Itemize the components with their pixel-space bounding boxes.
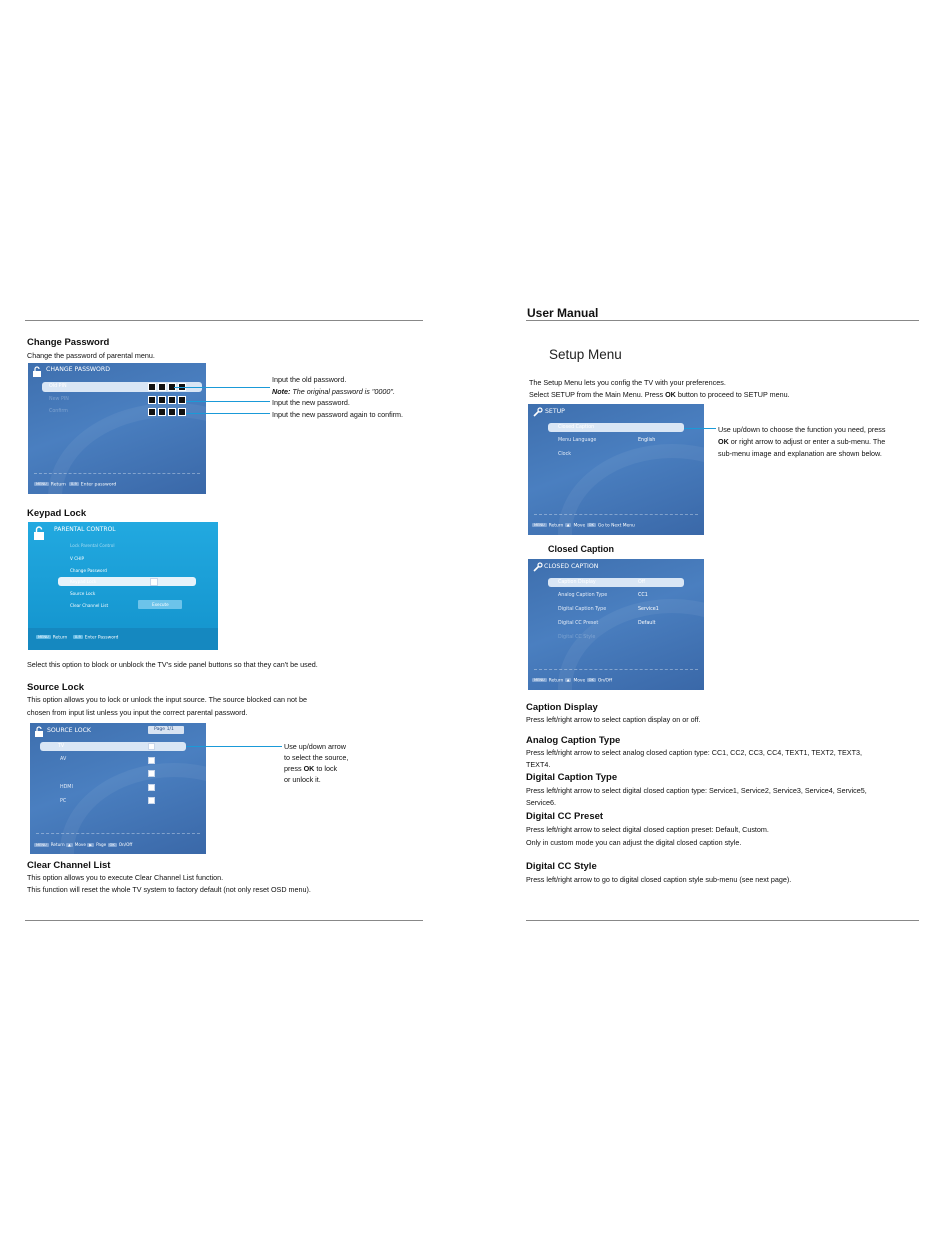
note-text: The original password is "0000".: [292, 387, 395, 396]
menu-item-clear-channel[interactable]: Clear Channel List: [70, 603, 109, 608]
change-password-desc: Change the password of parental menu.: [27, 351, 155, 360]
row-label: Caption Display: [558, 580, 596, 585]
pin-box[interactable]: [178, 396, 186, 404]
setup-annotation-2: [718, 436, 885, 448]
note-label: Note:: [272, 387, 291, 396]
right-bottom-rule: [526, 920, 919, 921]
source-lock-annotation-3: [284, 763, 337, 775]
digital-caption-desc-1: Press left/right arrow to select digital closed caption type: Service1, Service2, Service3, Service4, Service5,: [526, 786, 867, 795]
annotation-confirm-password: Input the new password again to confirm.: [272, 410, 404, 419]
pin-box[interactable]: [158, 408, 166, 416]
pin-box[interactable]: [158, 396, 166, 404]
setup-row-menu-language-value: English: [638, 438, 656, 443]
lock-icon: [32, 366, 42, 377]
footer-enter-label: Enter Password: [84, 635, 119, 641]
parental-control-screen: [28, 522, 218, 650]
setup-intro-2: [529, 389, 790, 401]
left-top-rule: [25, 320, 423, 321]
arrow-key-icon: ▲: [566, 678, 570, 682]
cc-row-caption-display[interactable]: [548, 578, 684, 587]
execute-button[interactable]: [138, 600, 182, 609]
menu-item-lock-parental[interactable]: Lock Parental Control: [70, 543, 115, 548]
execute-label: Execute: [152, 602, 169, 607]
pin-box[interactable]: [158, 383, 166, 391]
digital-preset-heading: Digital CC Preset: [526, 811, 604, 822]
setup-screen: [528, 404, 704, 535]
row-label: Closed Caption: [558, 425, 595, 430]
source-row-pc[interactable]: PC: [60, 799, 67, 804]
screen-title: CHANGE PASSWORD: [46, 366, 110, 373]
footer-move-label: Move: [573, 523, 586, 529]
ok-key-icon: OK: [588, 678, 594, 682]
setup-annotation-3: sub-menu image and explanation are shown below.: [718, 449, 882, 458]
cc-row-digital-cc-style[interactable]: Digital CC Style: [558, 635, 596, 640]
menu-item-change-password[interactable]: Change Password: [70, 568, 107, 573]
clear-channel-desc-1: This option allows you to execute Clear Channel List function.: [27, 873, 224, 882]
cc-row-digital-value: Service1: [638, 607, 659, 612]
setup-annotation-1: Use up/down to choose the function you need, press: [718, 425, 886, 434]
footer-return-label: Return: [52, 635, 68, 641]
cc-row-digital-cc-preset[interactable]: Digital CC Preset: [558, 621, 599, 626]
source-lock-annotation-2: to select the source,: [284, 753, 349, 762]
right-top-rule: [526, 320, 919, 321]
source-label: TV: [58, 744, 65, 749]
caption-display-desc: Press left/right arrow to select caption display on or off.: [526, 715, 701, 724]
arrow-key-icon: ▲: [566, 523, 570, 527]
cc-row-preset-value: Default: [638, 621, 656, 626]
source-checkbox[interactable]: [148, 797, 155, 804]
menu-key-icon: MENU: [534, 523, 545, 527]
cc-row-digital-caption-type[interactable]: Digital Caption Type: [558, 607, 607, 612]
change-password-heading: Change Password: [27, 337, 110, 348]
source-lock-annotation-4: or unlock it.: [284, 775, 321, 784]
source-checkbox[interactable]: [148, 743, 155, 750]
menu-key-icon: MENU: [534, 678, 545, 682]
screen-footer: [36, 635, 118, 641]
ann-text: press: [284, 764, 304, 773]
digital-style-heading: Digital CC Style: [526, 861, 597, 872]
pin-box[interactable]: [148, 396, 156, 404]
footer-move-label: Move: [573, 678, 586, 684]
digital-preset-desc-2: Only in custom mode you can adjust the digital closed caption style.: [526, 838, 742, 847]
source-checkbox[interactable]: [148, 757, 155, 764]
row-value: Off: [638, 580, 646, 585]
ann-text: or right arrow to adjust or enter a sub-menu. The: [728, 437, 886, 446]
footer-return-label: Return: [548, 523, 564, 529]
cc-row-analog-caption-type[interactable]: Analog Caption Type: [558, 593, 608, 598]
screen-footer: [34, 842, 132, 847]
wrench-icon: [532, 407, 543, 418]
intro-text: Select SETUP from the Main Menu. Press: [529, 390, 666, 399]
screen-footer: [532, 678, 612, 684]
digital-style-desc: Press left/right arrow to go to digital closed caption style sub-menu (see next page).: [526, 875, 792, 884]
confirm-pin-label: Confirm: [49, 409, 68, 414]
footer-return-label: Return: [50, 842, 65, 847]
number-key-icon: 0-9: [70, 482, 77, 486]
screen-title: SETUP: [545, 408, 565, 415]
analog-caption-heading: Analog Caption Type: [526, 735, 621, 746]
ann-ok: OK: [718, 437, 729, 446]
menu-key-icon: MENU: [36, 843, 47, 847]
menu-item-vchip[interactable]: V CHIP: [70, 556, 85, 561]
pin-box[interactable]: [148, 383, 156, 391]
screen-footer: [34, 482, 116, 488]
lock-icon: [33, 526, 45, 540]
footer-next-label: Go to Next Menu: [597, 523, 635, 529]
page-key-icon: ▶: [89, 843, 93, 847]
setup-row-closed-caption[interactable]: [548, 423, 684, 432]
source-lock-desc-2: chosen from input list unless you input the correct parental password.: [27, 708, 248, 717]
screen-title: CLOSED CAPTION: [544, 563, 599, 570]
source-row-tv[interactable]: [40, 742, 186, 751]
footer-enter-label: Enter password: [80, 482, 117, 488]
clear-channel-heading: Clear Channel List: [27, 860, 111, 871]
leader-line: [174, 387, 270, 388]
source-checkbox[interactable]: [148, 784, 155, 791]
footer-return-label: Return: [548, 678, 564, 684]
pin-box[interactable]: [168, 408, 176, 416]
digital-caption-desc-2: Service6.: [526, 798, 556, 807]
screen-title: SOURCE LOCK: [47, 727, 91, 734]
pin-box[interactable]: [178, 408, 186, 416]
number-key-icon: 0-9: [74, 635, 81, 639]
setup-row-menu-language[interactable]: Menu Language: [558, 438, 597, 443]
ok-key-icon: OK: [588, 523, 594, 527]
source-lock-annotation-1: Use up/down arrow: [284, 742, 346, 751]
closed-caption-heading: Closed Caption: [548, 544, 615, 554]
leader-line: [186, 413, 270, 414]
lock-icon: [34, 726, 44, 737]
intro-ok: OK: [665, 390, 676, 399]
menu-item-source-lock[interactable]: Source Lock: [70, 591, 96, 596]
leader-line: [186, 401, 270, 402]
analog-caption-desc-2: TEXT4.: [526, 760, 551, 769]
screen-footer: [532, 523, 635, 529]
cc-row-analog-value: CC1: [638, 593, 648, 598]
annotation-old-password: Input the old password.: [272, 375, 347, 384]
digital-caption-heading: Digital Caption Type: [526, 772, 618, 783]
page-header: User Manual: [527, 306, 599, 320]
footer-return-label: Return: [50, 482, 66, 488]
clear-channel-desc-2: This function will reset the whole TV system to factory default (not only reset OSD menu).: [27, 885, 311, 894]
leader-line: [684, 428, 716, 429]
footer-page-label: Page: [96, 842, 107, 847]
annotation-new-password: Input the new password.: [272, 398, 350, 407]
keypad-lock-heading: Keypad Lock: [27, 508, 87, 519]
ok-key-icon: OK: [109, 843, 115, 847]
source-lock-desc-1: This option allows you to lock or unlock the input source. The source blocked can not be: [27, 695, 307, 704]
old-pin-label: Old PIN: [49, 384, 67, 389]
ann-ok: OK: [303, 764, 315, 773]
page-label: Page 1/1: [154, 727, 174, 732]
menu-item-keypad-lock[interactable]: [58, 577, 196, 586]
annotation-note: [272, 386, 395, 398]
ann-text: to lock: [314, 764, 338, 773]
footer-onoff-label: On/Off: [597, 678, 613, 684]
new-pin-label: New PIN: [49, 397, 69, 402]
keypad-lock-desc: Select this option to block or unblock the TV's side panel buttons so that they can't be used.: [27, 660, 318, 669]
digital-preset-desc-1: Press left/right arrow to select digital closed caption preset: Default, Custom.: [526, 825, 769, 834]
analog-caption-desc-1: Press left/right arrow to select analog closed caption type: CC1, CC2, CC3, CC4, TEXT1, TEXT2, TEXT3,: [526, 748, 862, 757]
footer-move-label: Move: [74, 842, 86, 847]
change-password-screen: [28, 363, 206, 494]
arrow-key-icon: ▲: [67, 843, 71, 847]
setup-row-clock[interactable]: Clock: [558, 452, 572, 457]
source-lock-heading: Source Lock: [27, 682, 85, 693]
menu-key-icon: MENU: [36, 482, 47, 486]
keypad-lock-checkbox[interactable]: [150, 578, 158, 586]
keypad-lock-label: Keypad Lock: [70, 579, 97, 584]
pin-box[interactable]: [148, 408, 156, 416]
closed-caption-screen: [528, 559, 704, 690]
source-row-hdmi[interactable]: HDMI: [60, 785, 73, 790]
leader-line: [186, 746, 282, 747]
left-bottom-rule: [25, 920, 423, 921]
setup-intro-1: The Setup Menu lets you config the TV with your preferences.: [529, 378, 726, 387]
wrench-icon: [532, 562, 543, 573]
menu-key-icon: MENU: [38, 635, 49, 639]
intro-text: button to proceed to SETUP menu.: [675, 390, 790, 399]
caption-display-heading: Caption Display: [526, 702, 598, 713]
source-lock-screen: [30, 723, 206, 854]
page-indicator: [148, 726, 184, 734]
source-checkbox[interactable]: [148, 770, 155, 777]
footer-onoff-label: On/Off: [118, 842, 133, 847]
section-title: Setup Menu: [549, 347, 622, 362]
pin-box[interactable]: [168, 396, 176, 404]
source-row-av[interactable]: AV: [60, 757, 67, 762]
screen-title: PARENTAL CONTROL: [54, 526, 116, 533]
